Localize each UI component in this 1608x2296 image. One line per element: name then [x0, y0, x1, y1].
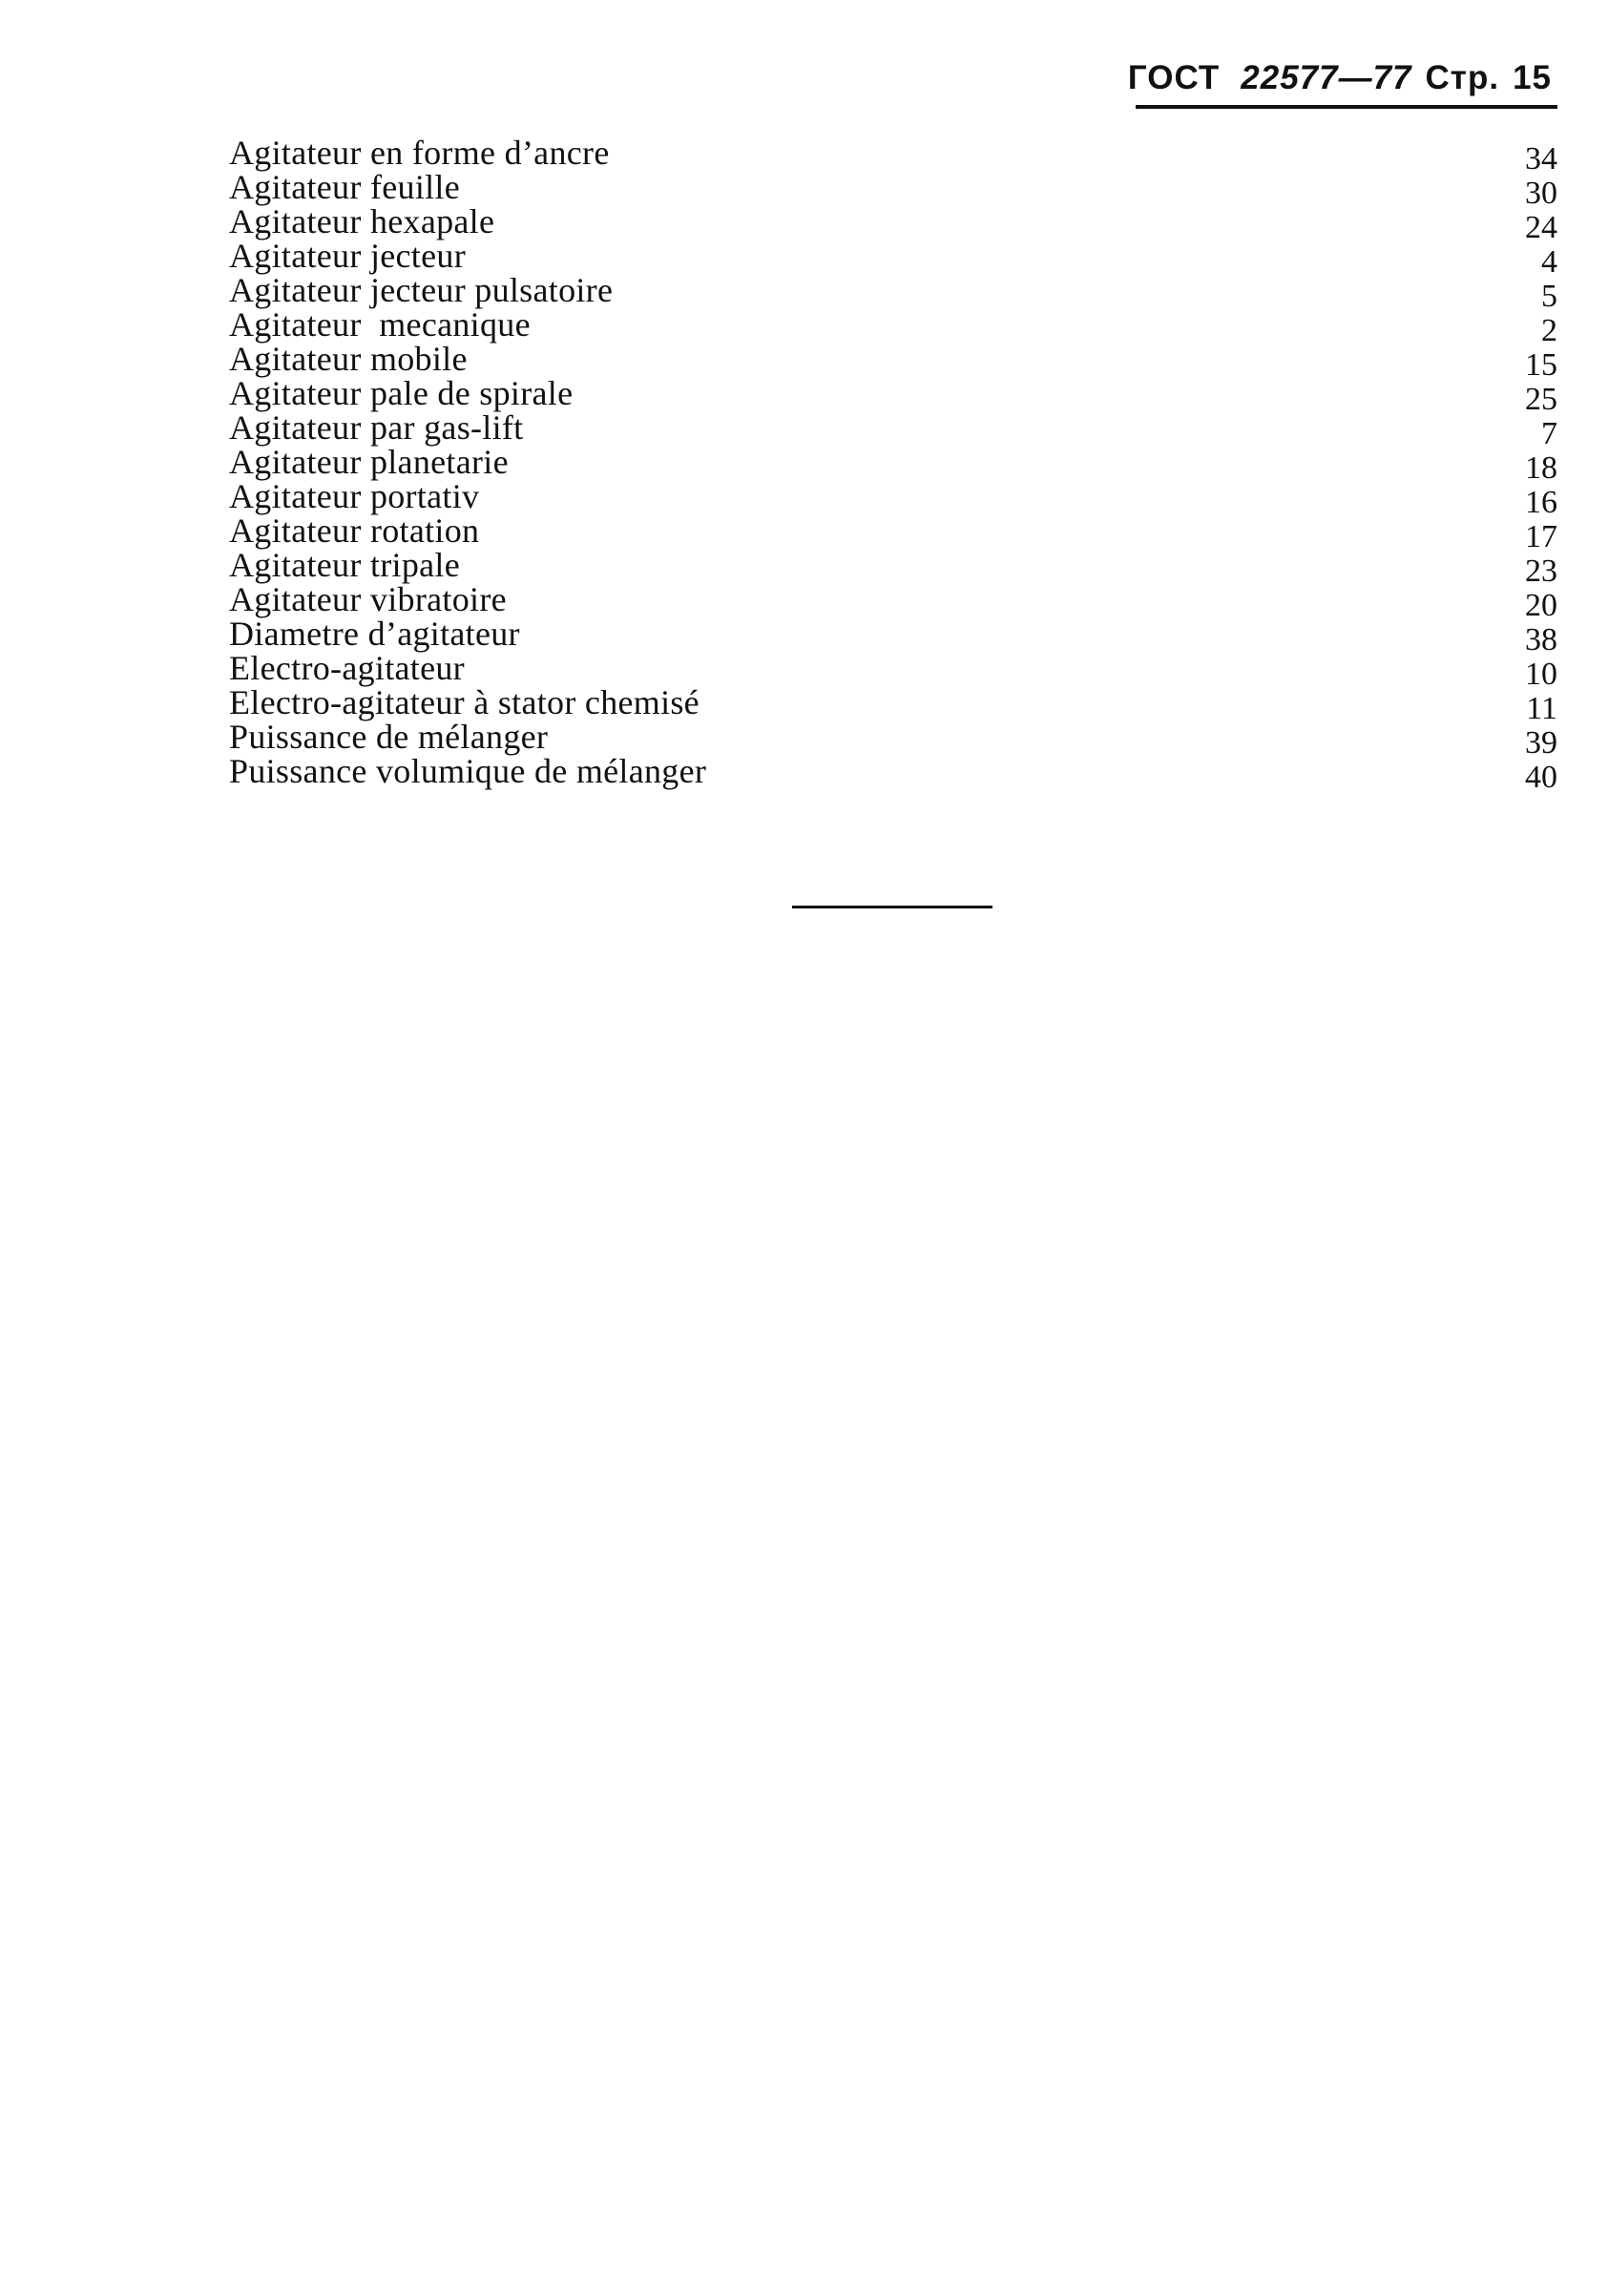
- index-term: Agitateur jecteur pulsatoire: [229, 271, 614, 309]
- index-term: Electro-agitateur: [229, 649, 465, 687]
- index-term: Agitateur planetarie: [229, 443, 509, 481]
- index-term: Agitateur jecteur: [229, 237, 466, 275]
- index-term: Puissance de mélanger: [229, 718, 549, 756]
- index-term: Agitateur mobile: [229, 340, 468, 378]
- page-header: [1127, 55, 1557, 116]
- index-entry: [229, 134, 1557, 177]
- term-index: [229, 134, 1557, 795]
- page-label: Стр.: [1425, 59, 1500, 96]
- index-ref-number: 30: [1525, 176, 1557, 211]
- index-term: Agitateur portativ: [229, 477, 480, 515]
- index-entry: [229, 649, 1557, 692]
- index-term: Electro-agitateur à stator chemisé: [229, 683, 700, 721]
- index-term: Agitateur en forme d’ancre: [229, 134, 610, 172]
- index-entry: [229, 408, 1557, 451]
- index-entry: [229, 271, 1557, 314]
- page-number: 15: [1513, 59, 1552, 96]
- index-entry: [229, 718, 1557, 761]
- index-ref-number: 24: [1525, 210, 1557, 245]
- standard-number: 22577—77: [1241, 59, 1412, 96]
- index-entry: [229, 546, 1557, 589]
- index-entry: [229, 615, 1557, 657]
- index-ref-number: 15: [1525, 347, 1557, 383]
- index-entry: [229, 477, 1557, 520]
- index-entry: [229, 168, 1557, 211]
- index-entry: [229, 305, 1557, 348]
- index-ref-number: 23: [1525, 553, 1557, 589]
- index-ref-number: 25: [1525, 382, 1557, 417]
- index-entry: [229, 443, 1557, 486]
- index-entry: [229, 511, 1557, 554]
- index-term: Agitateur mecanique: [229, 305, 531, 344]
- index-term: Agitateur hexapale: [229, 202, 495, 240]
- header-rule: [1136, 105, 1557, 109]
- index-term: Diametre d’agitateur: [229, 615, 520, 653]
- index-ref-number: 38: [1525, 622, 1557, 657]
- index-ref-number: 39: [1525, 725, 1557, 761]
- index-ref-number: 17: [1525, 519, 1557, 554]
- index-entry: [229, 580, 1557, 623]
- index-term: Agitateur feuille: [229, 168, 461, 206]
- index-term: Puissance volumique de mélanger: [229, 752, 707, 790]
- index-ref-number: 11: [1526, 691, 1557, 726]
- page-header-text: [1128, 57, 1552, 99]
- index-term: Agitateur par gas-lift: [229, 408, 524, 447]
- index-ref-number: 16: [1525, 485, 1557, 520]
- index-ref-number: 18: [1525, 450, 1557, 486]
- index-term: Agitateur tripale: [229, 546, 461, 584]
- index-entry: [229, 340, 1557, 383]
- index-ref-number: 20: [1525, 588, 1557, 623]
- index-ref-number: 2: [1541, 313, 1557, 348]
- index-ref-number: 10: [1525, 657, 1557, 692]
- index-entry: [229, 202, 1557, 245]
- index-entry: [229, 374, 1557, 417]
- index-ref-number: 4: [1541, 244, 1557, 280]
- standard-label: ГОСТ: [1127, 59, 1221, 96]
- index-term: Agitateur pale de spirale: [229, 374, 574, 412]
- end-rule: [792, 906, 992, 908]
- index-ref-number: 40: [1525, 760, 1557, 795]
- index-entry: [229, 752, 1557, 795]
- index-ref-number: 5: [1541, 279, 1557, 314]
- index-ref-number: 7: [1541, 416, 1557, 451]
- index-entry: [229, 237, 1557, 280]
- index-term: Agitateur vibratoire: [229, 580, 507, 618]
- index-term: Agitateur rotation: [229, 511, 480, 550]
- index-ref-number: 34: [1525, 141, 1557, 177]
- index-entry: [229, 683, 1557, 726]
